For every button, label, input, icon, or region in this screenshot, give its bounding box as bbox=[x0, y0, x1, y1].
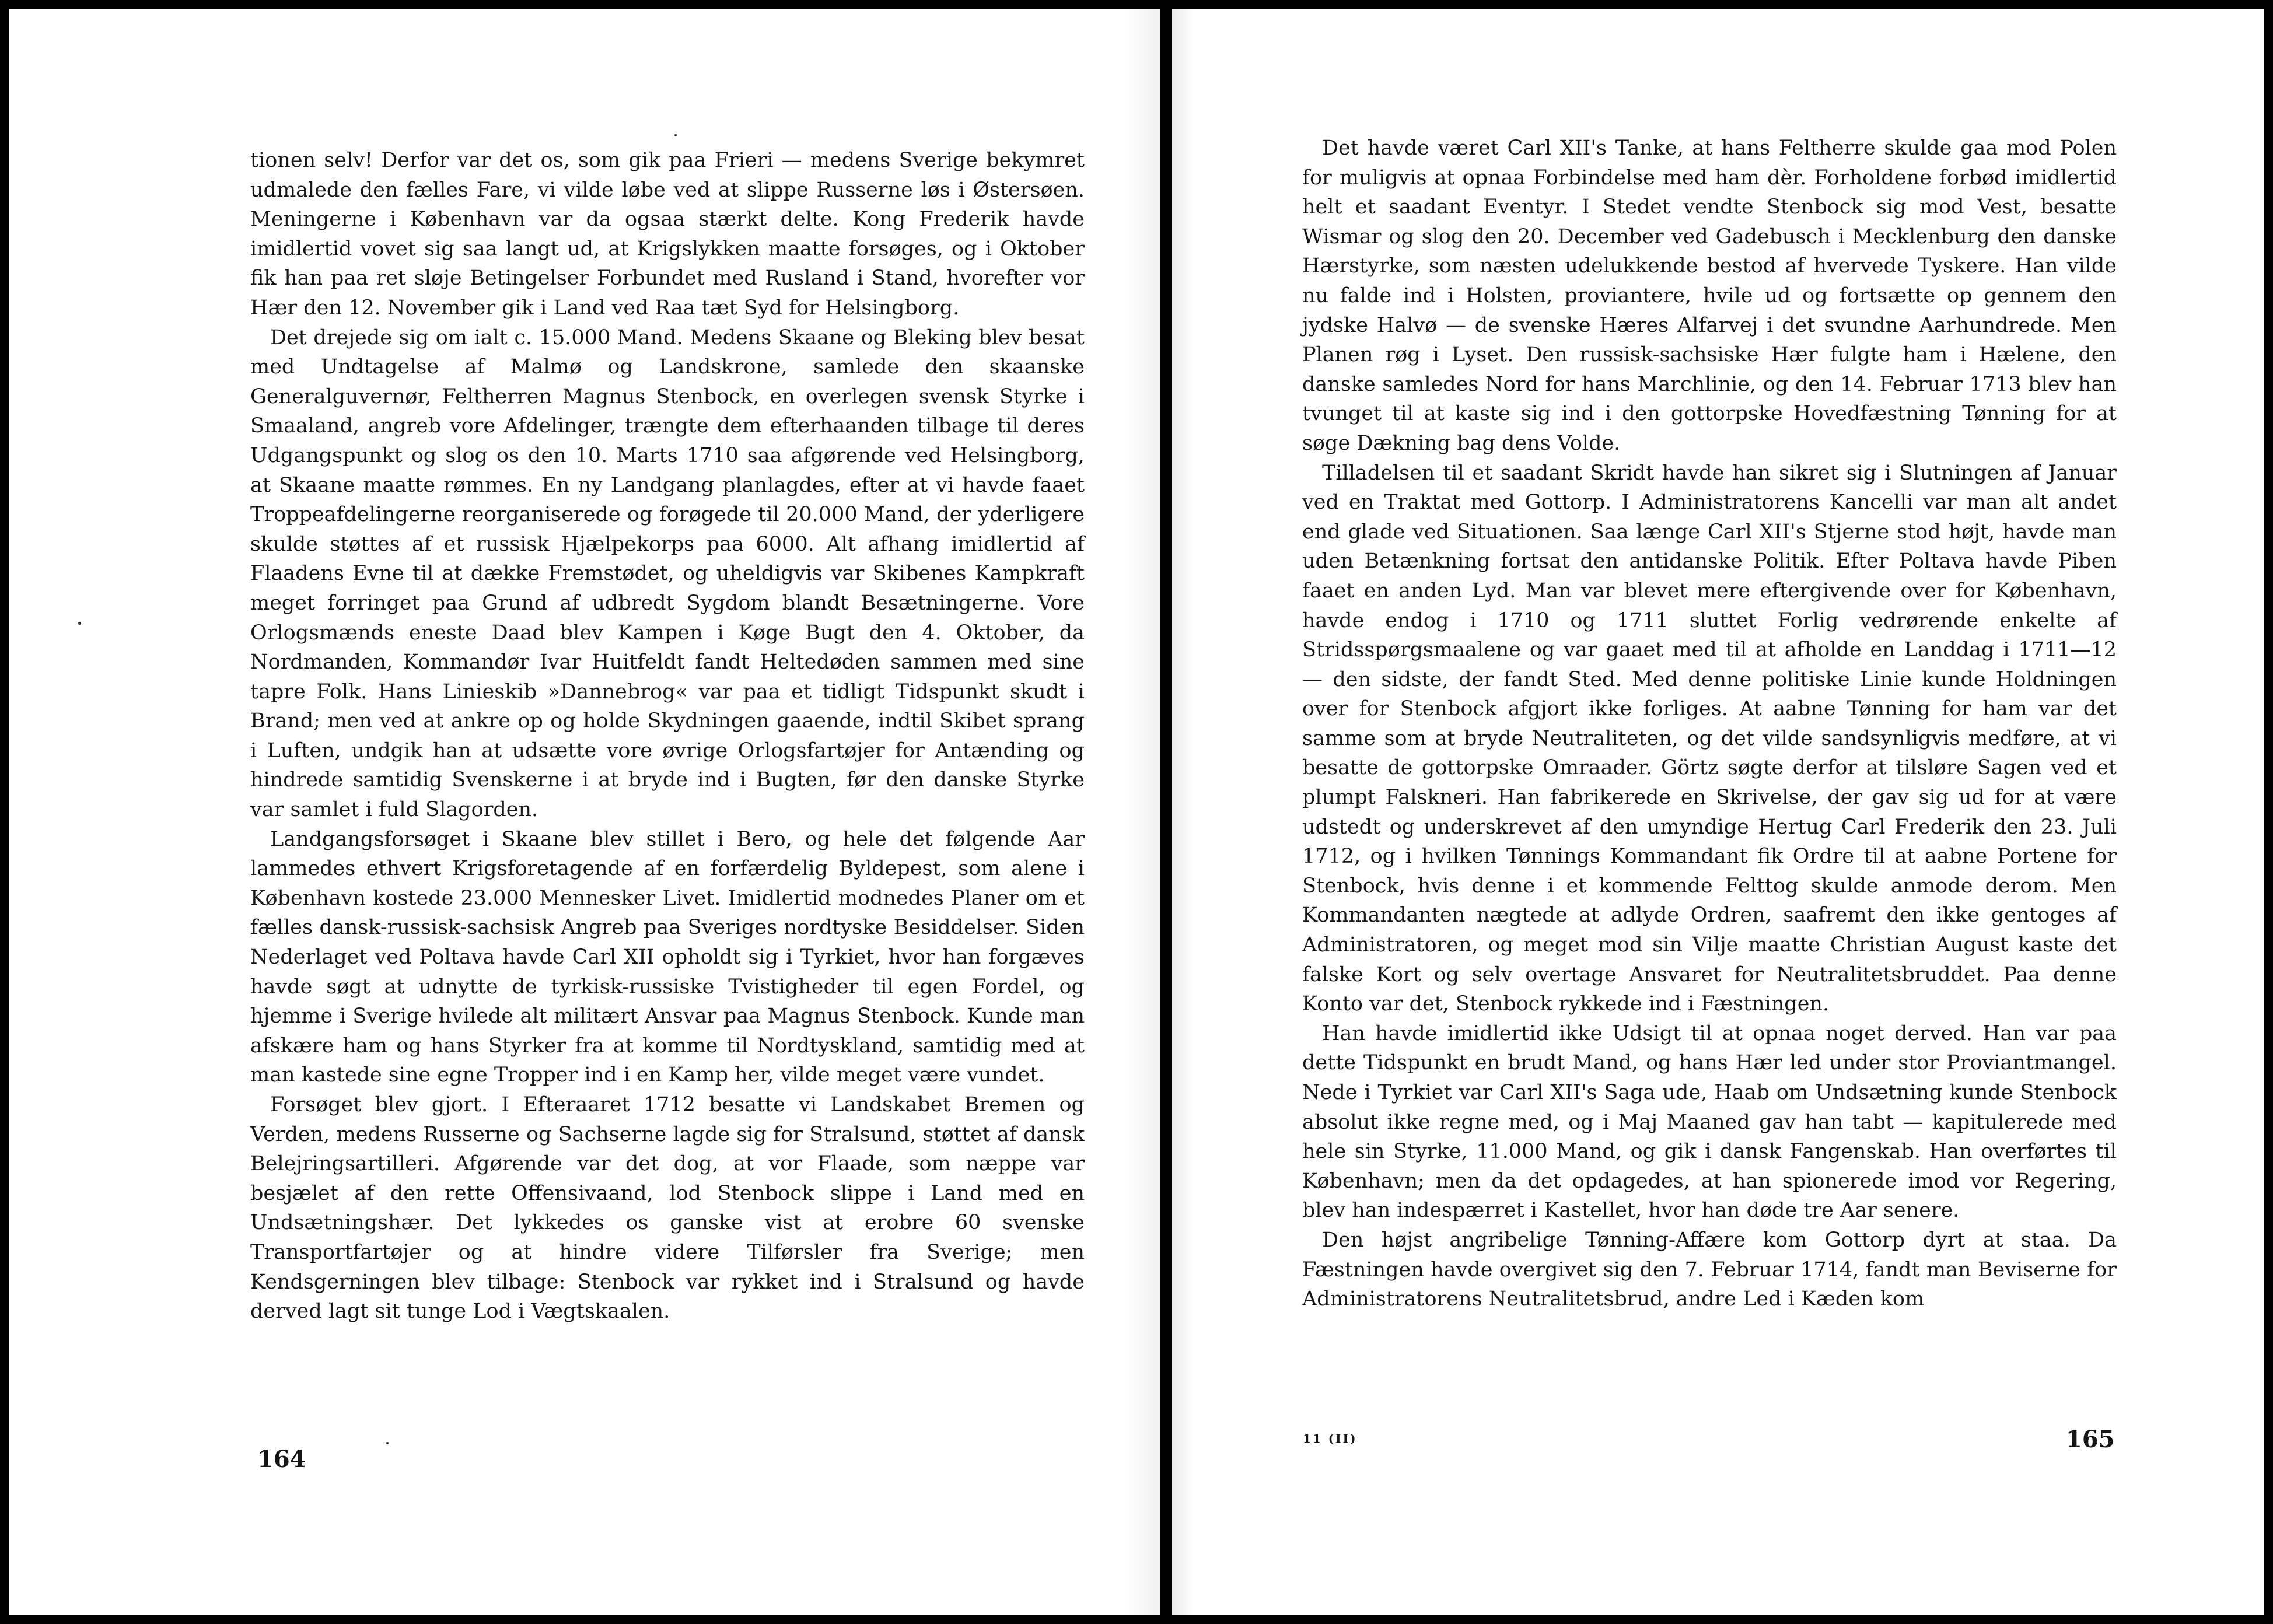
paragraph: Han havde imidlertid ikke Udsigt til at opnaa noget derved. Han var paa dette Tidspunkt en brudt Mand, og hans Hær led under stor Proviantmangel. Nede i Tyrkiet var Carl XII's Saga ude, Haab om Undsætning kunde Stenbock absolut ikke regne med, og i Maj Maaned gav han tabt — kapitulerede med hele sin Styrke, 11.000 Mand, og gik i dansk Fangenskab. Han overførtes til København; men da det opdagedes, at han spionerede imod vor Regering, blev han indespærret i Kastellet, hvor han døde tre Aar senere. bbox=[1302, 1021, 2117, 1223]
right-page-body-text bbox=[1302, 134, 2117, 1314]
signature-mark: 11 (II) bbox=[1303, 1432, 1358, 1446]
paragraph: Den højst angribelige Tønning-Affære kom Gottorp dyrt at staa. Da Fæstningen havde overgivet sig den 7. Februar 1714, fandt man Beviserne for Administratorens Neutralitetsbrud, andre Led i Kæden kom bbox=[1302, 1228, 2117, 1311]
left-page-body-text bbox=[250, 146, 1085, 1326]
paragraph: Tilladelsen til et saadant Skridt havde han sikret sig i Slutningen af Januar ved en Traktat med Gottorp. I Administratorens Kancelli var man alt andet end glade ved Situationen. Saa længe Carl XII's Stjerne stod højt, havde man uden Betænkning fortsat den antidanske Politik. Efter Poltava havde Piben faaet en anden Lyd. Man var blevet mere eftergivende over for København, havde endog i 1710 og 1711 sluttet Forlig vedrørende enkelte af Stridsspørgsmaalene og var gaaet med til at afholde en Landdag i 1711—12 — den sidste, der fandt Sted. Med denne politiske Linie kunde Holdningen over for Stenbock afgjort ikke forliges. At aabne Tønning for ham var det samme som at bryde Neutraliteten, og det vilde sandsynligvis medføre, at vi besatte de gottorpske Omraader. Görtz søgte derfor at tilsløre Sagen ved et plumpt Falskneri. Han fabrikerede en Skrivelse, der gav sig ud for at være udstedt og underskrevet af den umyndige Hertug Carl Frederik den 23. Juli 1712, og i hvilken Tønnings Kommandant fik Ordre til at aabne Portene for Stenbock, hvis denne i et kommende Felttog skulde anmode derom. Men Kommandanten nægtede at adlyde Ordren, saafremt den ikke gentoges af Administratoren, og meget mod sin Vilje maatte Christian August kaste det falske Kort og selv overtage Ansvaret for Neutralitetsbruddet. Paa denne Konto var det, Stenbock rykkede ind i Fæstningen. bbox=[1302, 461, 2117, 1016]
paragraph: tionen selv! Derfor var det os, som gik paa Frieri — medens Sverige bekymret udmalede den fælles Fare, vi vilde løbe ved at slippe Russerne løs i Østersøen. Meningerne i København var da ogsaa stærkt delte. Kong Frederik havde imidlertid vovet sig saa langt ud, at Krigslykken maatte forsøges, og i Oktober fik han paa ret sløje Betingelser Forbundet med Rusland i Stand, hvorefter vor Hær den 12. November gik i Land ved Raa tæt Syd for Helsingborg. bbox=[250, 149, 1085, 320]
paragraph: Det havde været Carl XII's Tanke, at hans Feltherre skulde gaa mod Polen for muligvis at opnaa Forbindelse med ham dèr. Forholdene forbød imidlertid helt et saadant Eventyr. I Stedet vendte Stenbock sig mod Vest, besatte Wismar og slog den 20. December ved Gadebusch i Mecklenburg den danske Hærstyrke, som næsten udelukkende bestod af hvervede Tyskere. Han vilde nu falde ind i Holsten, proviantere, hvile ud og fortsætte op gennem den jydske Halvø — de svenske Hæres Alfarvej i det svundne Aarhundrede. Men Planen røg i Lyset. Den russisk-sachsiske Hær fulgte ham i Hælene, den danske samledes Nord for hans Marchlinie, og den 14. Februar 1713 blev han tvunget til at kaste sig ind i den gottorpske Hovedfæstning Tønning for at søge Dækning bag dens Volde. bbox=[1302, 136, 2117, 455]
page-number: 164 bbox=[257, 1446, 306, 1473]
gutter-shadow bbox=[1125, 9, 1160, 1615]
right-page bbox=[1172, 9, 2264, 1615]
paragraph: Forsøget blev gjort. I Efteraaret 1712 besatte vi Landskabet Bremen og Verden, medens Russerne og Sachserne lagde sig for Stralsund, støttet af dansk Belejringsartilleri. Afgørende var det dog, at vor Flaade, som næppe var besjælet af den rette Offensivaand, lod Stenbock slippe i Land med en Undsætningshær. Det lykkedes os ganske vist at erobre 60 svenske Transportfartøjer og at hindre videre Tilførsler fra Sverige; men Kendsgerningen blev tilbage: Stenbock var rykket ind i Stralsund og havde derved lagt sit tunge Lod i Vægtskaalen. bbox=[250, 1093, 1085, 1324]
page-number: 165 bbox=[2066, 1426, 2115, 1453]
paragraph: Det drejede sig om ialt c. 15.000 Mand. Medens Skaane og Bleking blev besat med Undtagelse af Malmø og Landskrone, samlede den skaanske Generalguvernør, Feltherren Magnus Stenbock, en overlegen svensk Styrke i Smaaland, angreb vore Afdelinger, trængte dem efterhaanden tilbage til deres Udgangspunkt og slog os den 10. Marts 1710 saa afgørende ved Helsingborg, at Skaane maatte rømmes. En ny Landgang planlagdes, efter at vi havde faaet Troppeafdelingerne reorganiserede og forøgede til 20.000 Mand, der yderligere skulde støttes af et russisk Hjælpekorps paa 6000. Alt afhang imidlertid af Flaadens Evne til at dække Fremstødet, og uheldigvis var Skibenes Kampkraft meget forringet paa Grund af udbredt Sygdom blandt Besætningerne. Vore Orlogsmænds eneste Daad blev Kampen i Køge Bugt den 4. Oktober, da Nordmanden, Kommandør Ivar Huitfeldt fandt Heltedøden sammen med sine tapre Folk. Hans Linieskib »Dannebrog« var paa et tidligt Tidspunkt skudt i Brand; men ved at ankre op og holde Skydningen gaaende, indtil Skibet sprang i Luften, undgik han at udsætte vore øvrige Orlogsfartøjer for Antænding og hindrede samtidig Svenskerne i at bryde ind i Bugten, før den danske Styrke var samlet i fuld Slagorden. bbox=[250, 326, 1085, 822]
left-page bbox=[9, 9, 1160, 1615]
scan-speck bbox=[78, 622, 81, 625]
scan-speck bbox=[674, 134, 677, 136]
gutter-shadow bbox=[1172, 9, 1195, 1615]
paragraph: Landgangsforsøget i Skaane blev stillet i Bero, og hele det følgende Aar lammedes ethvert Krigsforetagende af en forfærdelig Byldepest, som alene i København kostede 23.000 Mennesker Livet. Imidlertid modnedes Planer om et fælles dansk-russisk-sachsisk Angreb paa Sveriges nordtyske Besiddelser. Siden Nederlaget ved Poltava havde Carl XII opholdt sig i Tyrkiet, hvor han forgæves havde søgt at udnytte de tyrkisk-russiske Tvistigheder til egen Fordel, og hjemme i Sverige hvilede alt militært Ansvar paa Magnus Stenbock. Kunde man afskære ham og hans Styrker fra at komme til Nordtyskland, samtidig med at man kastede sine egne Tropper ind i en Kamp her, vilde meget være vundet. bbox=[250, 827, 1085, 1087]
scan-speck bbox=[386, 1442, 389, 1444]
